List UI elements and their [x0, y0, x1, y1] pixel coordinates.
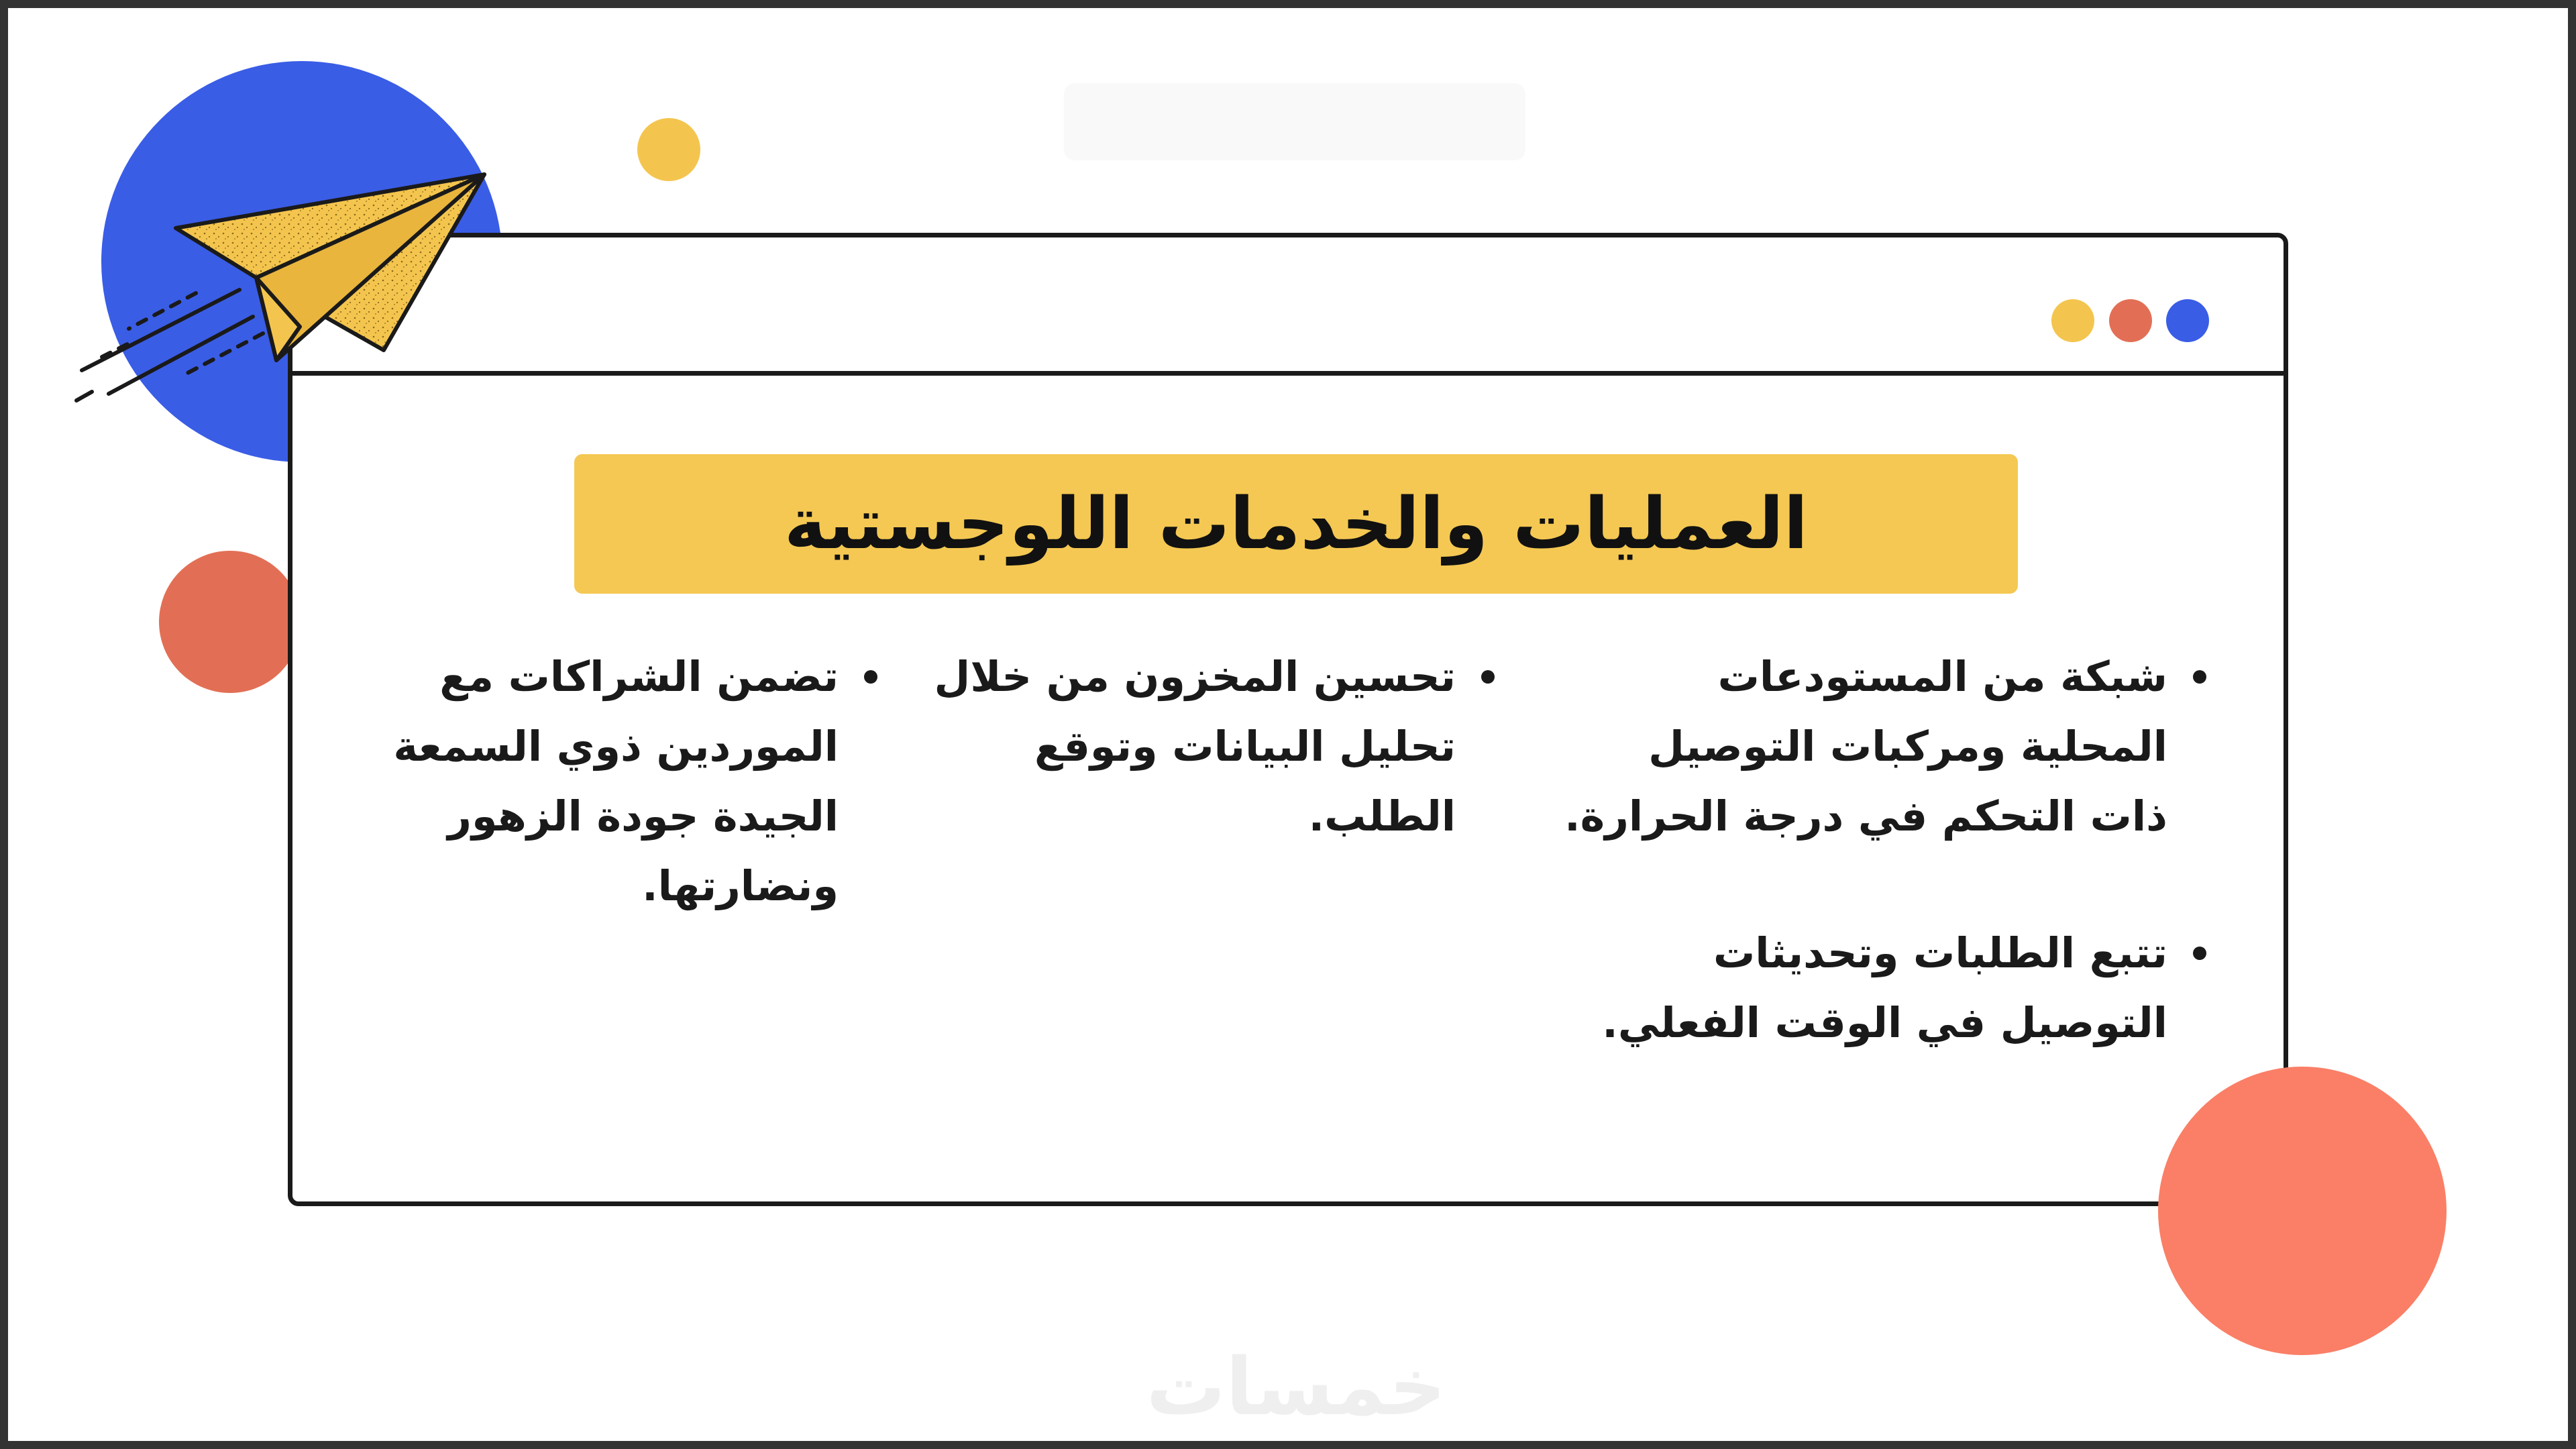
bullet-item: شبكة من المستودعات المحلية ومركبات التوصيل ذات التحكم في درجة الحرارة.: [1557, 642, 2214, 851]
bullet-item: تتبع الطلبات وتحديثات التوصيل في الوقت الفعلي.: [1557, 918, 2214, 1058]
orange-circle-decoration: [159, 551, 301, 693]
window-header-divider: [292, 371, 2284, 376]
bullet-list: [912, 642, 1503, 851]
top-toolbar: [1064, 83, 1525, 160]
bullet-column-1: [1557, 642, 2214, 1058]
window-dot-orange: [2109, 299, 2152, 342]
bullet-list: [1557, 642, 2214, 1058]
small-yellow-circle-decoration: [637, 118, 700, 181]
window-dot-blue: [2166, 299, 2209, 342]
bullet-column-2: [912, 642, 1503, 851]
title-banner: [574, 454, 2018, 594]
slide-title: العمليات والخدمات اللوجستية: [784, 482, 1809, 565]
slide: [8, 8, 2568, 1441]
bullet-item: تحسين المخزون من خلال تحليل البيانات وتوقع الطلب.: [912, 642, 1503, 851]
bullet-item: تضمن الشراكات مع الموردين ذوي السمعة الجيدة جودة الزهور ونضارتها.: [362, 642, 885, 921]
salmon-circle-decoration: [2158, 1067, 2447, 1355]
window-dot-yellow: [2051, 299, 2094, 342]
bullet-list: [362, 642, 885, 921]
bullet-column-3: [362, 642, 885, 921]
watermark-logo: خمسات: [1146, 1340, 1446, 1433]
paper-plane-icon: [62, 156, 504, 437]
